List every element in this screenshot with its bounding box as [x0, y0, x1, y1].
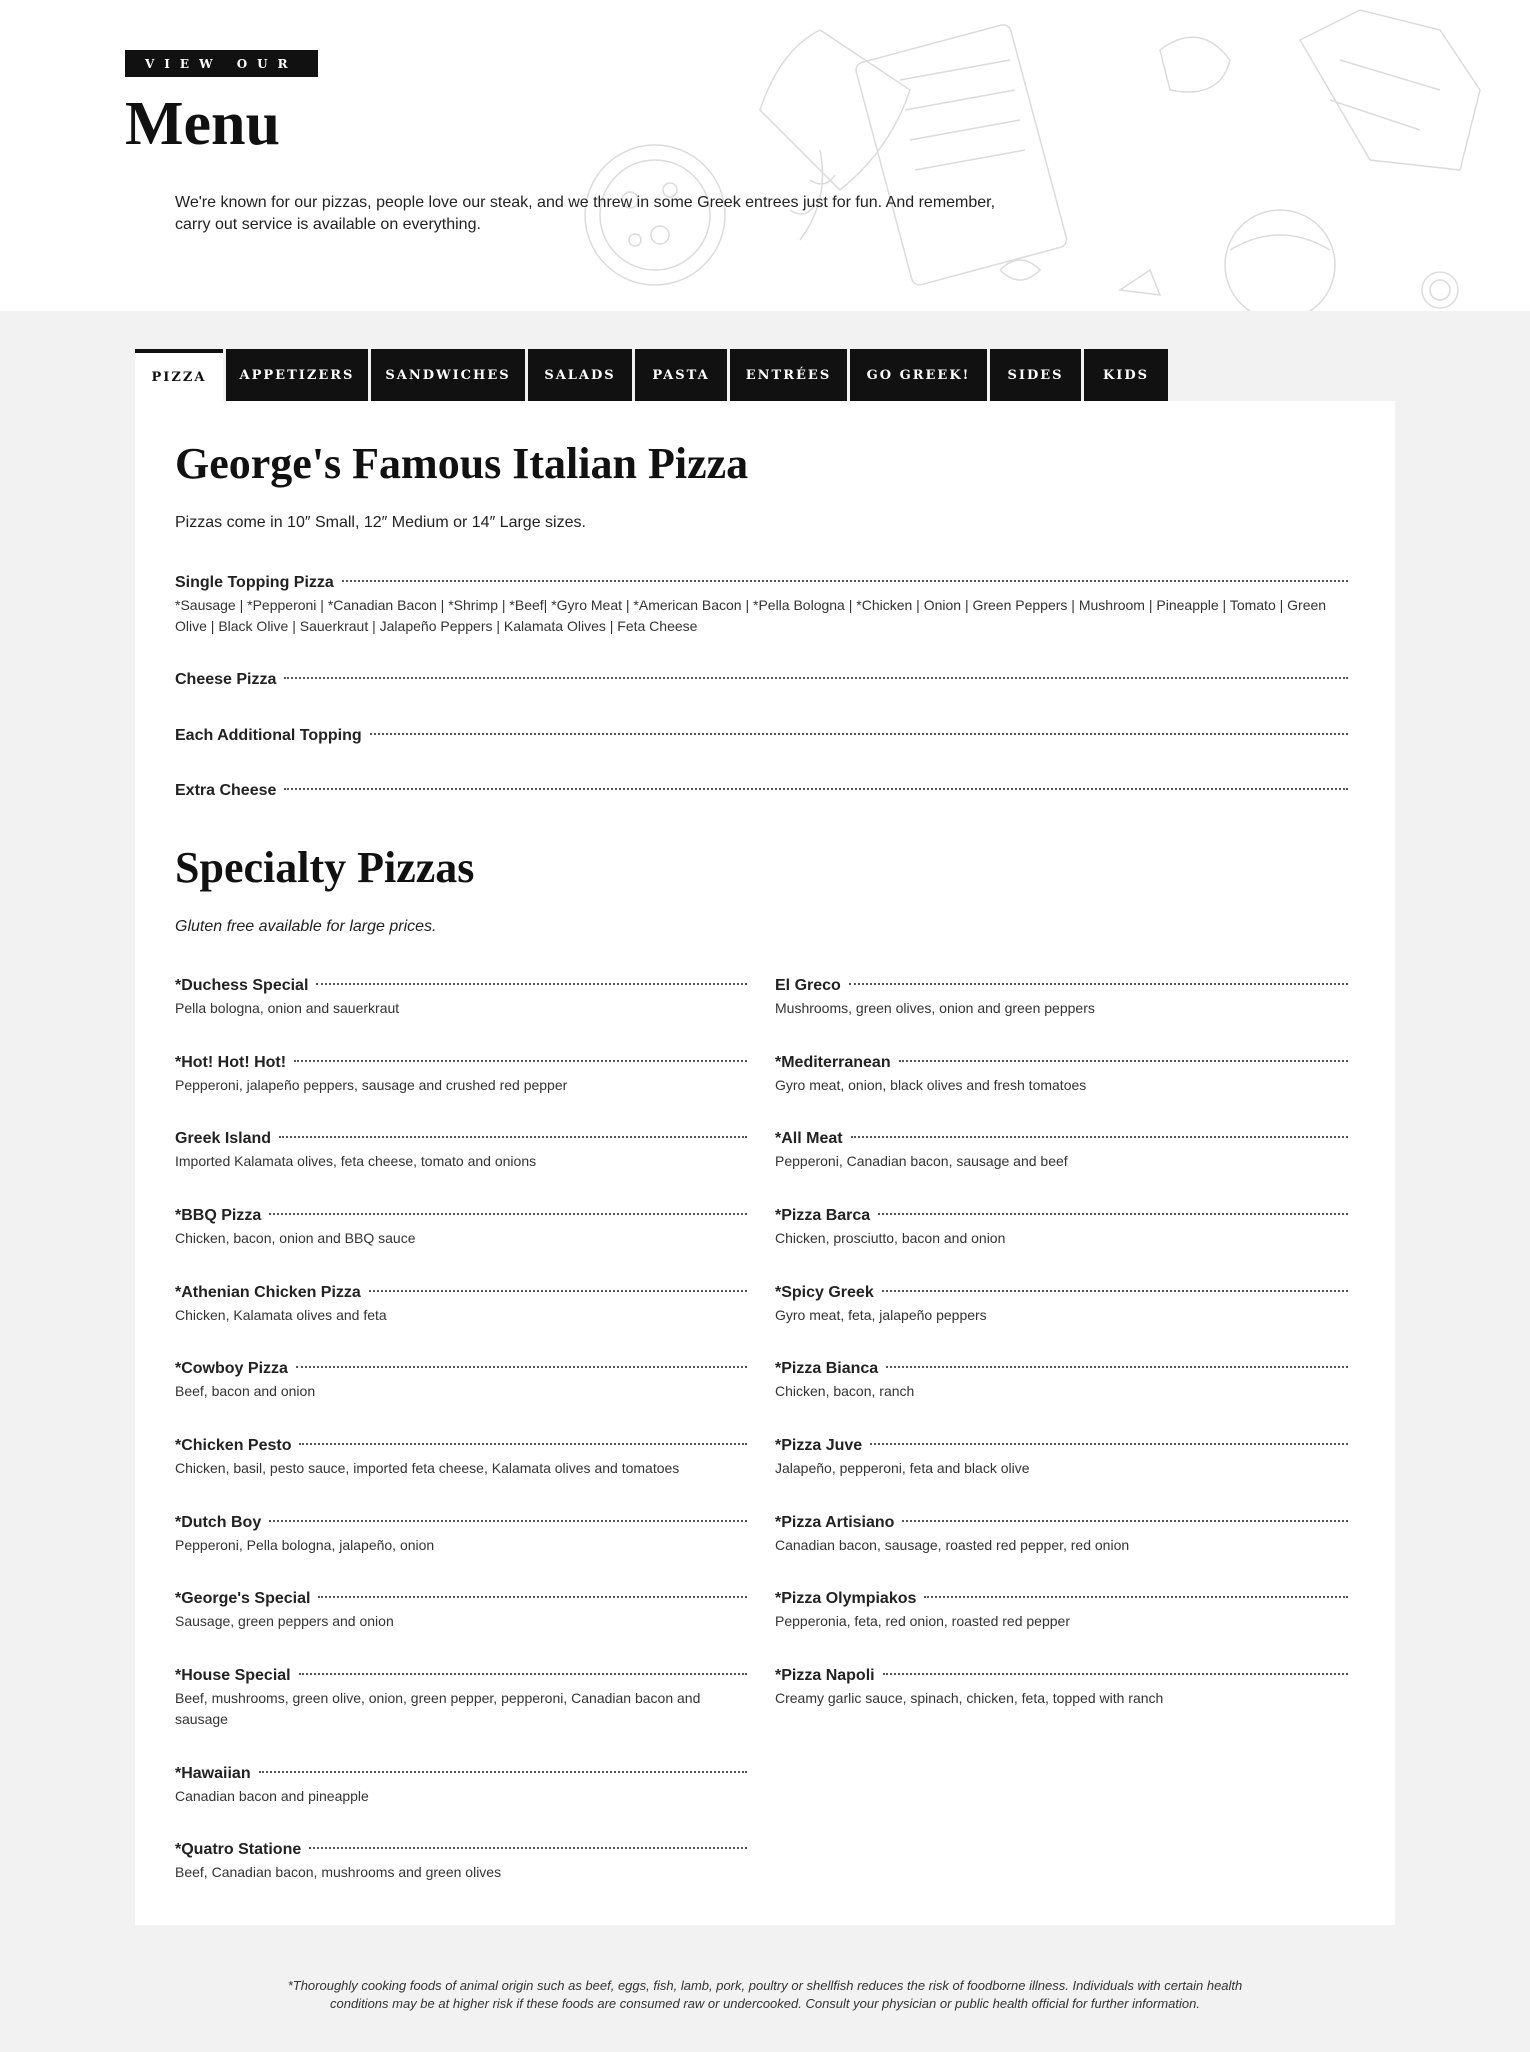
menu-item [175, 1588, 747, 1632]
item-name: *Pizza Olympiakos [775, 1590, 917, 1607]
item-description: Jalapeño, pepperoni, feta and black olive [775, 1460, 1030, 1476]
tab-sandwiches[interactable]: SANDWICHES [371, 349, 525, 401]
tab-pizza[interactable]: PIZZA [135, 349, 223, 401]
item-description: Chicken, bacon, onion and BBQ sauce [175, 1230, 416, 1246]
item-name: *Pizza Artisiano [775, 1514, 895, 1531]
dot-leader [851, 1136, 1348, 1138]
section-subtitle-gluten: Gluten free available for large prices. [175, 918, 437, 935]
tab-kids[interactable]: KIDS [1084, 349, 1168, 401]
dot-leader [870, 1443, 1348, 1445]
menu-item [775, 1588, 1348, 1632]
item-description: Pepperonia, feta, red onion, roasted red pepper [775, 1613, 1070, 1629]
item-name: *George's Special [175, 1590, 311, 1607]
item-name: *Dutch Boy [175, 1514, 262, 1531]
menu-item [175, 1665, 747, 1730]
item-name: Single Topping Pizza [175, 574, 334, 591]
menu-item [175, 669, 1348, 691]
item-description: Chicken, prosciutto, bacon and onion [775, 1230, 1006, 1246]
page-title: Menu [125, 90, 280, 158]
tab-salads[interactable]: SALADS [528, 349, 632, 401]
item-description: Beef, mushrooms, green olive, onion, green pepper, pepperoni, Canadian bacon and sausage [175, 1690, 701, 1727]
eyebrow-label: VIEW OUR [125, 50, 318, 77]
menu-item [175, 1358, 747, 1402]
dot-leader [342, 580, 1348, 582]
item-name: *Pizza Napoli [775, 1667, 875, 1684]
item-name: *House Special [175, 1667, 291, 1684]
menu-item [775, 1358, 1348, 1402]
menu-item [175, 1512, 747, 1556]
item-name: *Cowboy Pizza [175, 1360, 288, 1377]
item-name: *Spicy Greek [775, 1284, 874, 1301]
item-name: *Hot! Hot! Hot! [175, 1054, 287, 1071]
dot-leader [269, 1213, 747, 1215]
intro-text: We're known for our pizzas, people love our steak, and we threw in some Greek entrees just for fun. And remember, carry out service is available on everything. [175, 194, 996, 233]
dot-leader [882, 1290, 1348, 1292]
dot-leader [296, 1366, 747, 1368]
dot-leader [369, 1290, 747, 1292]
menu-item [775, 1128, 1348, 1172]
menu-item [775, 1512, 1348, 1556]
item-description: Creamy garlic sauce, spinach, chicken, feta, topped with ranch [775, 1690, 1164, 1706]
item-description: Beef, Canadian bacon, mushrooms and green olives [175, 1864, 502, 1880]
dot-leader [370, 733, 1348, 735]
item-name: Greek Island [175, 1130, 272, 1147]
item-description: Pepperoni, jalapeño peppers, sausage and crushed red pepper [175, 1077, 568, 1093]
dot-leader [318, 1596, 747, 1598]
menu-item [775, 1665, 1348, 1709]
dot-leader [269, 1520, 747, 1522]
item-name: *Quatro Statione [175, 1841, 302, 1858]
menu-item [175, 975, 747, 1019]
hero-section [0, 0, 1530, 311]
item-description: Mushrooms, green olives, onion and green peppers [775, 1000, 1095, 1016]
item-name: *Pizza Bianca [775, 1360, 879, 1377]
item-name: *Pizza Barca [775, 1207, 871, 1224]
dot-leader [899, 1060, 1348, 1062]
item-description: Chicken, bacon, ranch [775, 1383, 915, 1399]
item-description: Pepperoni, Pella bologna, jalapeño, onion [175, 1537, 435, 1553]
item-name: *Mediterranean [775, 1054, 891, 1071]
menu-item [175, 1205, 747, 1249]
item-description: Canadian bacon, sausage, roasted red pepper, red onion [775, 1537, 1130, 1553]
section-title-famous: George's Famous Italian Pizza [175, 439, 749, 488]
dot-leader [849, 983, 1348, 985]
section-subtitle-sizes: Pizzas come in 10″ Small, 12″ Medium or 14″ Large sizes. [175, 514, 586, 531]
item-description: Canadian bacon and pineapple [175, 1788, 369, 1804]
item-name: Each Additional Topping [175, 727, 362, 744]
item-description: Beef, bacon and onion [175, 1383, 316, 1399]
menu-item [175, 780, 1348, 802]
menu-item [775, 1052, 1348, 1096]
item-description: Imported Kalamata olives, feta cheese, tomato and onions [175, 1153, 537, 1169]
item-name: *Chicken Pesto [175, 1437, 292, 1454]
dot-leader [924, 1596, 1348, 1598]
item-description: Pella bologna, onion and sauerkraut [175, 1000, 400, 1016]
food-sketch-illustration [560, 0, 1530, 311]
item-description: Chicken, Kalamata olives and feta [175, 1307, 387, 1323]
dot-leader [299, 1673, 747, 1675]
item-name: Extra Cheese [175, 782, 277, 799]
dot-leader [886, 1366, 1348, 1368]
menu-item [175, 1282, 747, 1326]
menu-tabs [135, 349, 1171, 401]
dot-leader [259, 1771, 747, 1773]
dot-leader [883, 1673, 1348, 1675]
item-name: El Greco [775, 977, 841, 994]
dot-leader [284, 677, 1348, 679]
menu-item [775, 1205, 1348, 1249]
dot-leader [294, 1060, 747, 1062]
dot-leader [878, 1213, 1348, 1215]
dot-leader [284, 788, 1348, 790]
menu-item [175, 1052, 747, 1096]
menu-item [175, 1763, 747, 1807]
item-name: *Athenian Chicken Pizza [175, 1284, 361, 1301]
item-name: *Pizza Juve [775, 1437, 863, 1454]
tab-entrees[interactable]: ENTRÉES [730, 349, 847, 401]
menu-item [175, 1128, 747, 1172]
item-name: *BBQ Pizza [175, 1207, 262, 1224]
dot-leader [316, 983, 747, 985]
menu-item [175, 1435, 747, 1479]
tab-sides[interactable]: SIDES [990, 349, 1081, 401]
menu-item [175, 572, 1348, 637]
tab-pasta[interactable]: PASTA [635, 349, 727, 401]
menu-item [775, 975, 1348, 1019]
item-description: Pepperoni, Canadian bacon, sausage and beef [775, 1153, 1068, 1169]
item-description: Sausage, green peppers and onion [175, 1613, 394, 1629]
section-title-specialty: Specialty Pizzas [175, 843, 475, 892]
item-name: Cheese Pizza [175, 671, 277, 688]
menu-panel [135, 401, 1395, 1925]
menu-item [775, 1435, 1348, 1479]
dot-leader [902, 1520, 1348, 1522]
item-description: Gyro meat, onion, black olives and fresh tomatoes [775, 1077, 1087, 1093]
item-name: *Hawaiian [175, 1765, 251, 1782]
dot-leader [299, 1443, 747, 1445]
menu-item [175, 725, 1348, 747]
menu-item [175, 1839, 747, 1883]
dot-leader [279, 1136, 747, 1138]
item-name: *Duchess Special [175, 977, 309, 994]
item-description: Gyro meat, feta, jalapeño peppers [775, 1307, 987, 1323]
item-description: *Sausage | *Pepperoni | *Canadian Bacon | *Shrimp | *Beef| *Gyro Meat | *American Bacon | *Pella Bologna | *Chicken | Onion | Green Peppers | Mushroom | Pineapple | Tomato | Green Olive | Black Olive | Sauerkraut | Jalapeño Peppers | Kalamata Olives | Feta Cheese [175, 597, 1327, 634]
health-disclaimer: *Thoroughly cooking foods of animal origin such as beef, eggs, fish, lamb, pork, poultry or shellfish reduces the risk of foodborne illness. Individuals with certain health conditions may be at higher risk if these foods are consumed raw or undercooked. Consult your physician or public health official for further information. [287, 1978, 1243, 2011]
tab-go-greek[interactable]: GO GREEK! [850, 349, 987, 401]
dot-leader [309, 1847, 747, 1849]
item-name: *All Meat [775, 1130, 843, 1147]
menu-item [775, 1282, 1348, 1326]
tab-appetizers[interactable]: APPETIZERS [226, 349, 368, 401]
item-description: Chicken, basil, pesto sauce, imported feta cheese, Kalamata olives and tomatoes [175, 1460, 680, 1476]
